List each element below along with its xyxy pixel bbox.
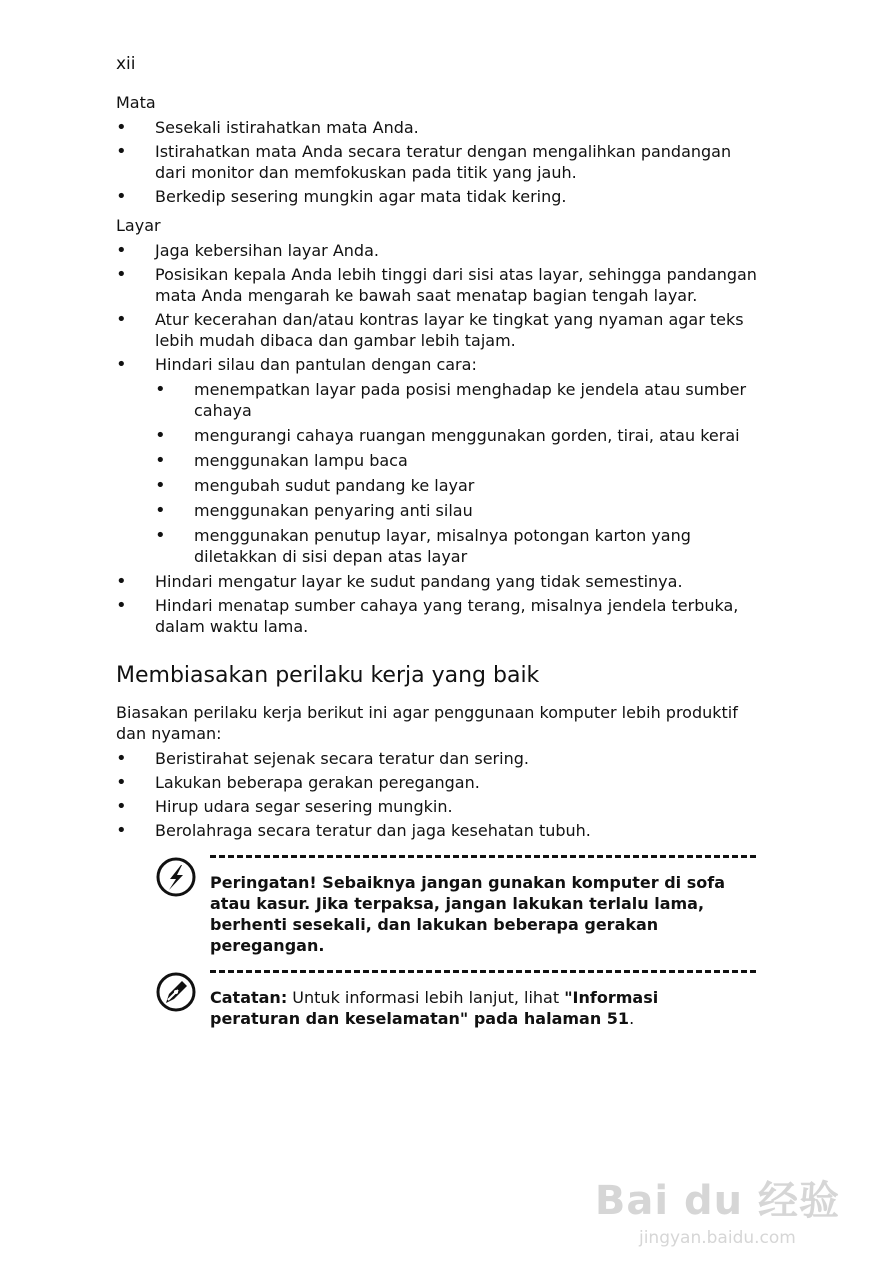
glare-sublist: [155, 379, 766, 567]
sub-list-item: • menempatkan layar pada posisi menghadap ke jendela atau sumber cahaya: [155, 379, 766, 421]
warning-lightning-icon: [154, 855, 198, 899]
note-label: Catatan:: [210, 988, 288, 1007]
watermark-logo: Bai du 经验: [594, 1178, 840, 1224]
list-item: • Beristirahat sejenak secara teratur dan sering.: [116, 748, 766, 769]
list-item: • Sesekali istirahatkan mata Anda.: [116, 117, 766, 138]
note-notice: [116, 970, 766, 1029]
list-item: • Lakukan beberapa gerakan peregangan.: [116, 772, 766, 793]
layar-list: [116, 240, 766, 637]
warning-text: Peringatan! Sebaiknya jangan gunakan komputer di sofa atau kasur. Jika terpaksa, jangan lakukan terlalu lama, berhenti sesekali, dan lakukan beberapa gerakan peregangan.: [210, 873, 726, 955]
note-end: .: [629, 1009, 635, 1028]
baidu-watermark: [595, 1169, 840, 1248]
sub-list-item: • menggunakan penyaring anti silau: [155, 500, 766, 521]
page-number: xii: [116, 54, 136, 74]
sub-list-item: • mengubah sudut pandang ke layar: [155, 475, 766, 496]
list-item: • Istirahatkan mata Anda secara teratur dengan mengalihkan pandangan dari monitor dan memfokuskan pada titik yang jauh.: [116, 141, 766, 183]
list-item: • Hirup udara segar sesering mungkin.: [116, 796, 766, 817]
list-item: • Atur kecerahan dan/atau kontras layar ke tingkat yang nyaman agar teks lebih mudah dibaca dan gambar lebih tajam.: [116, 309, 766, 351]
list-item: • Hindari mengatur layar ke sudut pandang yang tidak semestinya.: [116, 571, 766, 592]
divider: [210, 970, 756, 973]
list-item: • Berolahraga secara teratur dan jaga kesehatan tubuh.: [116, 820, 766, 841]
list-item: • Jaga kebersihan layar Anda.: [116, 240, 766, 261]
sub-list-item: • mengurangi cahaya ruangan menggunakan gorden, tirai, atau kerai: [155, 425, 766, 446]
section-label-mata: Mata: [116, 93, 156, 112]
divider: [210, 855, 756, 858]
section-heading: Membiasakan perilaku kerja yang baik: [116, 663, 540, 688]
section-label-layar: Layar: [116, 216, 161, 235]
watermark-url: jingyan.baidu.com: [638, 1228, 796, 1248]
sub-list-item: • menggunakan penutup layar, misalnya potongan karton yang diletakkan di sisi depan atas layar: [155, 525, 766, 567]
note-pen-icon: [154, 970, 198, 1014]
note-reference-link[interactable]: "Informasi peraturan dan keselamatan" pada halaman 51: [210, 988, 659, 1028]
mata-list: [116, 117, 766, 207]
warning-notice: [116, 855, 766, 956]
note-body: Untuk informasi lebih lanjut, lihat: [287, 988, 565, 1007]
habits-list: [116, 748, 766, 841]
note-text: [210, 987, 740, 1029]
list-item: • Hindari menatap sumber cahaya yang terang, misalnya jendela terbuka, dalam waktu lama.: [116, 595, 766, 637]
habits-intro: Biasakan perilaku kerja berikut ini agar penggunaan komputer lebih produktif dan nyaman:: [116, 703, 738, 743]
page-content: [116, 92, 766, 1029]
sub-list-item: • menggunakan lampu baca: [155, 450, 766, 471]
list-item: • Posisikan kepala Anda lebih tinggi dari sisi atas layar, sehingga pandangan mata Anda mengarah ke bawah saat menatap bagian tengah layar.: [116, 264, 766, 306]
list-item: • Berkedip sesering mungkin agar mata tidak kering.: [116, 186, 766, 207]
list-item-glare: [116, 354, 766, 567]
list-item-text: Hindari silau dan pantulan dengan cara:: [155, 355, 477, 374]
